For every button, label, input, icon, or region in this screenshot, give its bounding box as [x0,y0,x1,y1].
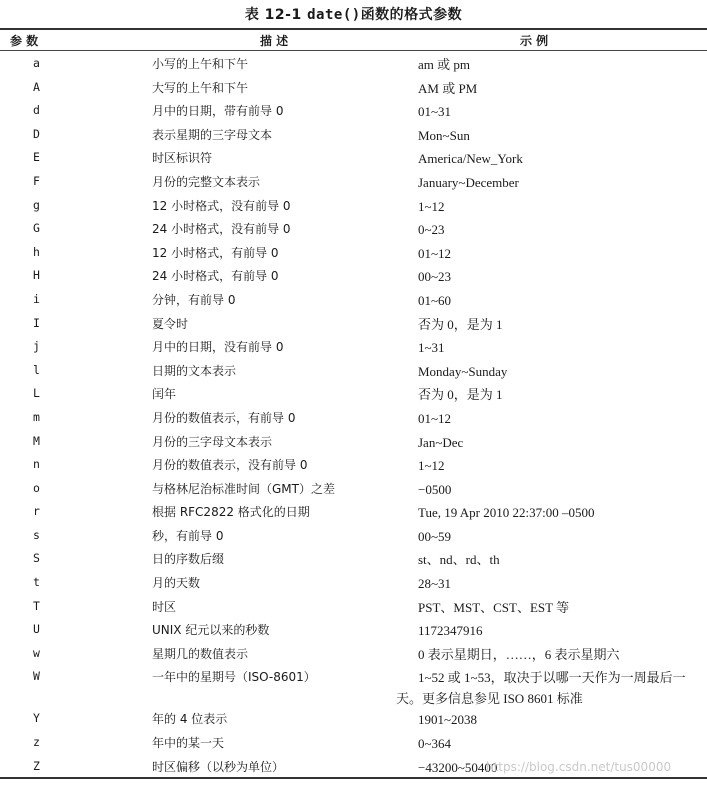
param-cell: m [33,409,40,424]
param-cell: W [33,669,40,684]
example-cell: 0~364 [418,736,452,752]
table-row [0,217,707,241]
desc-cell: 根据 RFC2822 格式化的日期 [152,505,310,520]
table-body [0,52,707,778]
table-row [0,241,707,265]
example-cell: −0500 [418,481,452,497]
param-cell: t [33,575,40,590]
header-param: 参 数 [10,34,39,48]
param-cell: H [33,268,40,283]
desc-cell: 月份的数值表示，有前导 0 [152,410,296,425]
param-cell: F [33,173,40,188]
desc-cell: 月中的日期，没有前导 0 [152,340,284,355]
example-cell: 00~23 [418,269,452,285]
table-row [0,477,707,501]
table-row [0,264,707,288]
example-cell: 01~12 [418,410,452,426]
param-cell: L [33,386,40,401]
table-row [0,642,707,666]
table-header-rule [0,50,707,51]
example-cell: 1~12 [418,458,445,474]
table-top-rule [0,28,707,30]
param-cell: T [33,598,40,613]
example-cell: Monday~Sunday [418,363,508,379]
caption-suffix: 函数的格式参数 [360,7,463,23]
example-cell: PST、MST、CST、EST 等 [418,599,570,615]
desc-cell: 表示星期的三字母文本 [152,127,273,142]
param-cell: j [33,339,40,354]
desc-cell: 月中的日期，带有前导 0 [152,104,284,119]
param-cell: o [33,480,40,495]
example-cell: 01~60 [418,292,452,308]
desc-cell: 分钟，有前导 0 [152,292,236,307]
example-cell: 01~12 [418,245,452,261]
table-caption [0,4,707,24]
caption-function: date() [307,7,361,23]
param-cell: w [33,645,40,660]
table-row [0,500,707,524]
caption-prefix: 表 12-1 [244,7,308,23]
desc-cell: 时区偏移（以秒为单位） [152,759,285,774]
example-cell: 28~31 [418,576,452,592]
header-example: 示 例 [520,34,549,48]
param-cell: h [33,244,40,259]
param-cell: z [33,735,40,750]
desc-cell: 日期的文本表示 [152,363,237,378]
example-cell [418,668,703,688]
param-cell: D [33,126,40,141]
example-cell: AM 或 PM [418,80,478,96]
example-cell: 00~59 [418,528,452,544]
table-row [0,595,707,619]
desc-cell: 12 小时格式，没有前导 0 [152,198,291,213]
param-cell: s [33,527,40,542]
table-header [0,31,707,49]
example-cell: 1172347916 [418,623,483,639]
param-cell: G [33,221,40,236]
param-cell: E [33,150,40,165]
example-cell: 1~31 [418,340,445,356]
example-cell: 1901~2038 [418,712,478,728]
table-row [0,76,707,100]
example-cell: am 或 pm [418,57,470,72]
table-row [0,618,707,642]
table-row [0,99,707,123]
desc-cell: 月份的三字母文本表示 [152,434,273,449]
desc-cell: 12 小时格式，有前导 0 [152,245,279,260]
desc-cell: 时区 [152,599,177,614]
param-cell: d [33,103,40,118]
example-cell: America/New_York [418,151,523,167]
table-bottom-rule [0,777,707,779]
table-row [0,146,707,170]
example-line-1: 1~52 或 1~53，取决于以哪一天作为一周最后一 [418,670,686,686]
desc-cell: 夏令时 [152,316,189,331]
table-row [0,571,707,595]
table-row [0,547,707,571]
table-row [0,406,707,430]
example-cell: 0~23 [418,222,445,238]
desc-cell: 星期几的数值表示 [152,646,249,661]
param-cell: n [33,457,40,472]
desc-cell: 小写的上午和下午 [152,57,249,71]
desc-cell: 时区标识符 [152,151,213,166]
example-cell: 否为 0，是为 1 [418,316,503,332]
desc-cell: 月份的完整文本表示 [152,174,261,189]
header-desc: 描 述 [260,34,289,48]
desc-cell: 24 小时格式，有前导 0 [152,269,279,284]
example-cell: 否为 0，是为 1 [418,387,503,403]
param-cell: Z [33,758,40,773]
desc-cell: 月的天数 [152,576,201,591]
table-row [0,731,707,755]
table-row [0,312,707,336]
desc-cell: 24 小时格式，没有前导 0 [152,222,291,237]
desc-cell: UNIX 纪元以来的秒数 [152,623,270,638]
example-cell: −43200~50400 [418,759,498,775]
example-cell: st、nd、rd、th [418,552,500,568]
table-row [0,335,707,359]
example-cell: January~December [418,174,519,190]
param-cell: U [33,622,40,637]
desc-cell: 一年中的星期号（ISO-8601） [152,670,316,685]
param-cell: a [33,56,40,70]
desc-cell: 闰年 [152,387,177,402]
param-cell: M [33,433,40,448]
param-cell: A [33,79,40,94]
desc-cell: 年的 4 位表示 [152,712,228,727]
desc-cell: 大写的上午和下午 [152,80,249,95]
example-cell: 0 表示星期日，……，6 表示星期六 [418,646,620,662]
table-row [0,430,707,454]
desc-cell: 秒，有前导 0 [152,528,224,543]
param-cell: I [33,315,40,330]
param-cell: r [33,504,40,519]
desc-cell: 月份的数值表示，没有前导 0 [152,458,308,473]
param-cell: S [33,551,40,566]
example-cell: Mon~Sun [418,127,470,143]
example-cell: 1~12 [418,198,445,214]
example-cell: 01~31 [418,104,452,120]
table-row [0,359,707,383]
table-row [0,194,707,218]
table-row [0,665,707,707]
desc-cell: 年中的某一天 [152,736,225,751]
table-row [0,123,707,147]
desc-cell: 日的序数后缀 [152,552,225,567]
param-cell: g [33,197,40,212]
table-row [0,382,707,406]
table-row [0,288,707,312]
example-cell: Jan~Dec [418,434,464,450]
table-row [0,453,707,477]
table-row [0,52,707,76]
desc-cell: 与格林尼治标准时间（GMT）之差 [152,481,335,496]
watermark: https://blog.csdn.net/tus00000 [486,760,672,774]
example-line-2: 天。更多信息参见 ISO 8601 标准 [396,691,583,707]
table-row [0,170,707,194]
example-cell: Tue, 19 Apr 2010 22:37:00 –0500 [418,505,595,521]
param-cell: i [33,291,40,306]
table-row [0,707,707,731]
param-cell: l [33,362,40,377]
param-cell: Y [33,711,40,726]
table-row [0,524,707,548]
